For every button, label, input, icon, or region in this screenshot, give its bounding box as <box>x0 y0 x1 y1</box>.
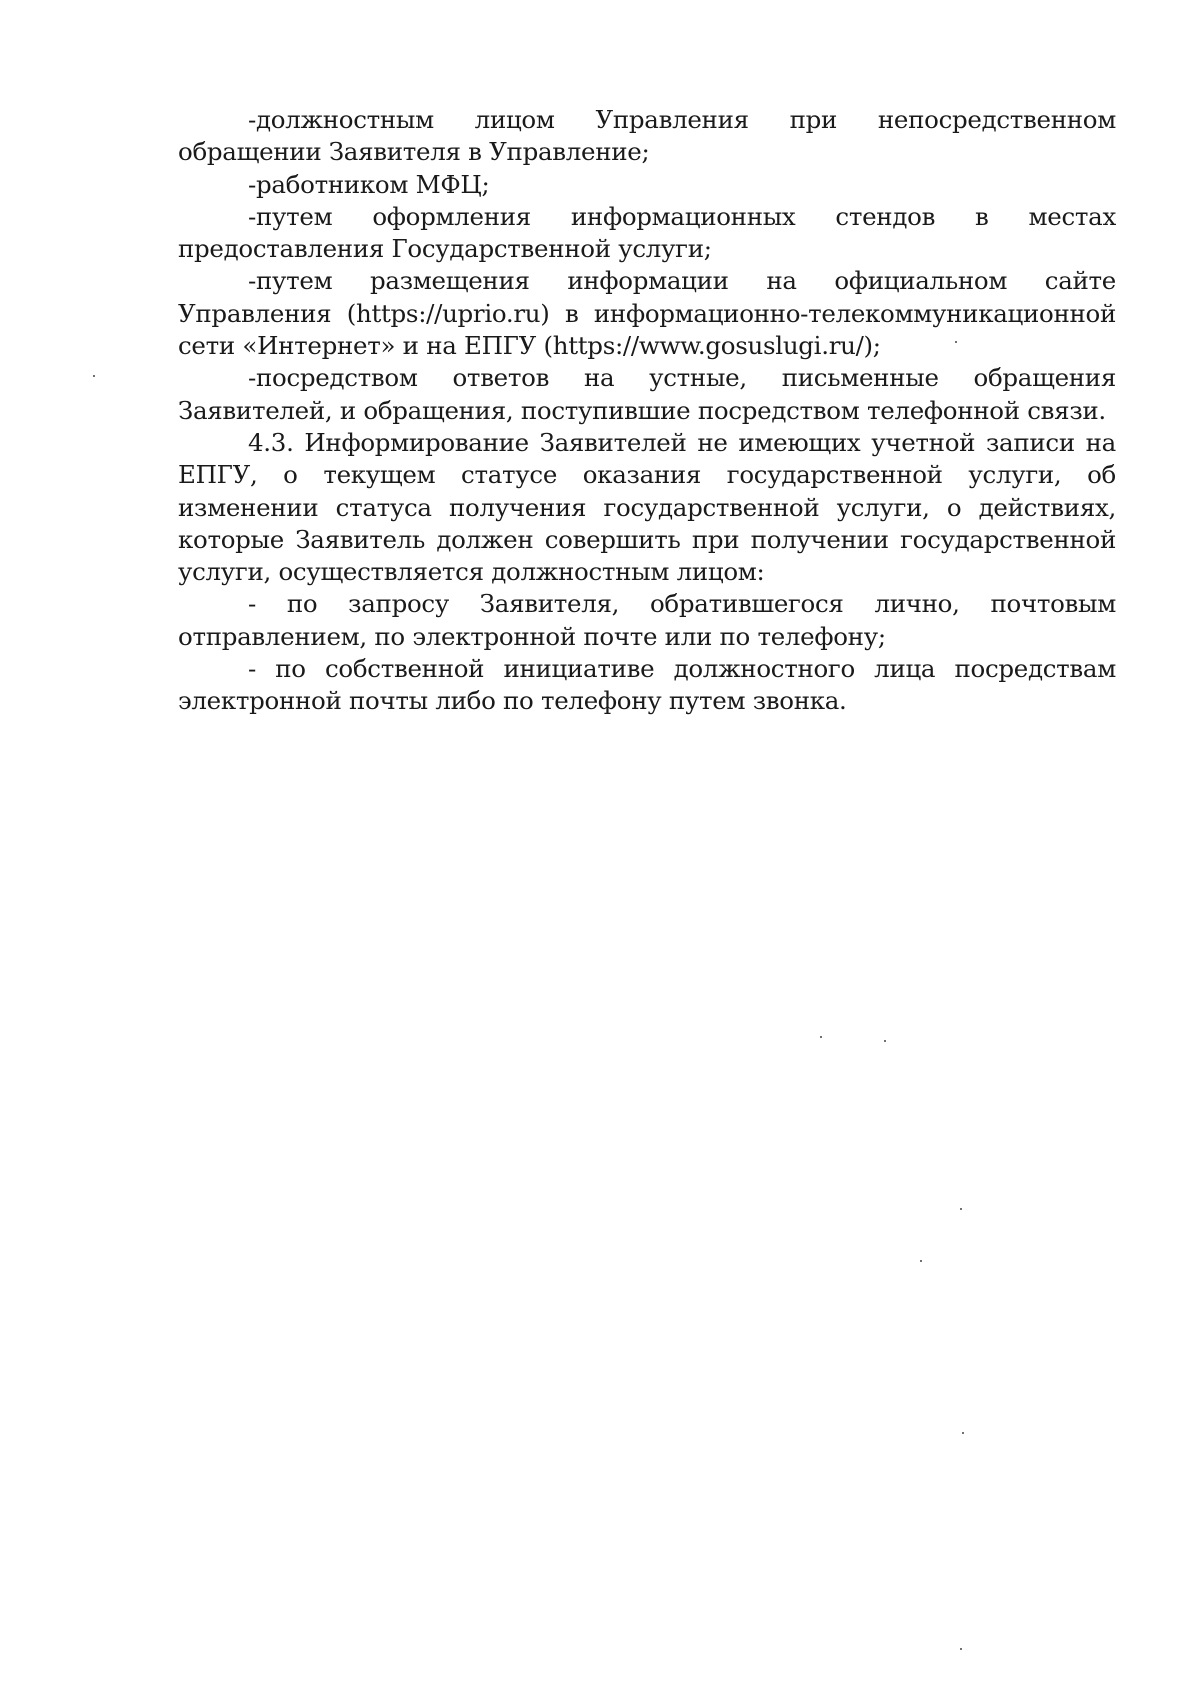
scan-speck <box>960 1648 962 1650</box>
scan-speck <box>93 375 95 377</box>
scan-speck <box>960 1208 962 1210</box>
paragraph-by-request: - по запросу Заявителя, обратившегося лично, почтовым отправлением, по электронной почте или по телефону; <box>178 589 1116 651</box>
scan-speck <box>962 1432 964 1434</box>
paragraph-info-stands: -путем оформления информационных стендов в местах предоставления Государственной услуги; <box>178 201 1116 264</box>
paragraph-section-4-3: 4.3. Информирование Заявителей не имеющих учетной записи на ЕПГУ, о текущем статусе оказания государственной услуги, об изменении статуса получения государственной услуги, о действиях, которые Заявитель должен совершить при получении государственной услуги, осуществляется должностным лицом: <box>178 427 1116 587</box>
paragraph-responses: -посредством ответов на устные, письменные обращения Заявителей, и обращения, поступившие посредством телефонной связи. <box>178 363 1116 425</box>
paragraph-website-info: -путем размещения информации на официальном сайте Управления (https://uprio.ru) в информационно-телекоммуникационной сети «Интернет» и на ЕПГУ (https://www.gosuslugi.ru/); <box>178 266 1116 361</box>
paragraph-mfc-worker: -работником МФЦ; <box>248 169 490 199</box>
paragraph-own-initiative: - по собственной инициативе должностного лица посредствам электронной почты либо по телефону путем звонка. <box>178 654 1116 716</box>
scan-speck <box>955 341 957 343</box>
scan-speck <box>920 1260 922 1262</box>
scan-speck <box>820 1036 822 1038</box>
document-text <box>178 104 1116 718</box>
scan-speck <box>884 1040 886 1042</box>
paragraph-official-contact: -должностным лицом Управления при непосредственном обращении Заявителя в Управление; <box>178 105 1116 167</box>
